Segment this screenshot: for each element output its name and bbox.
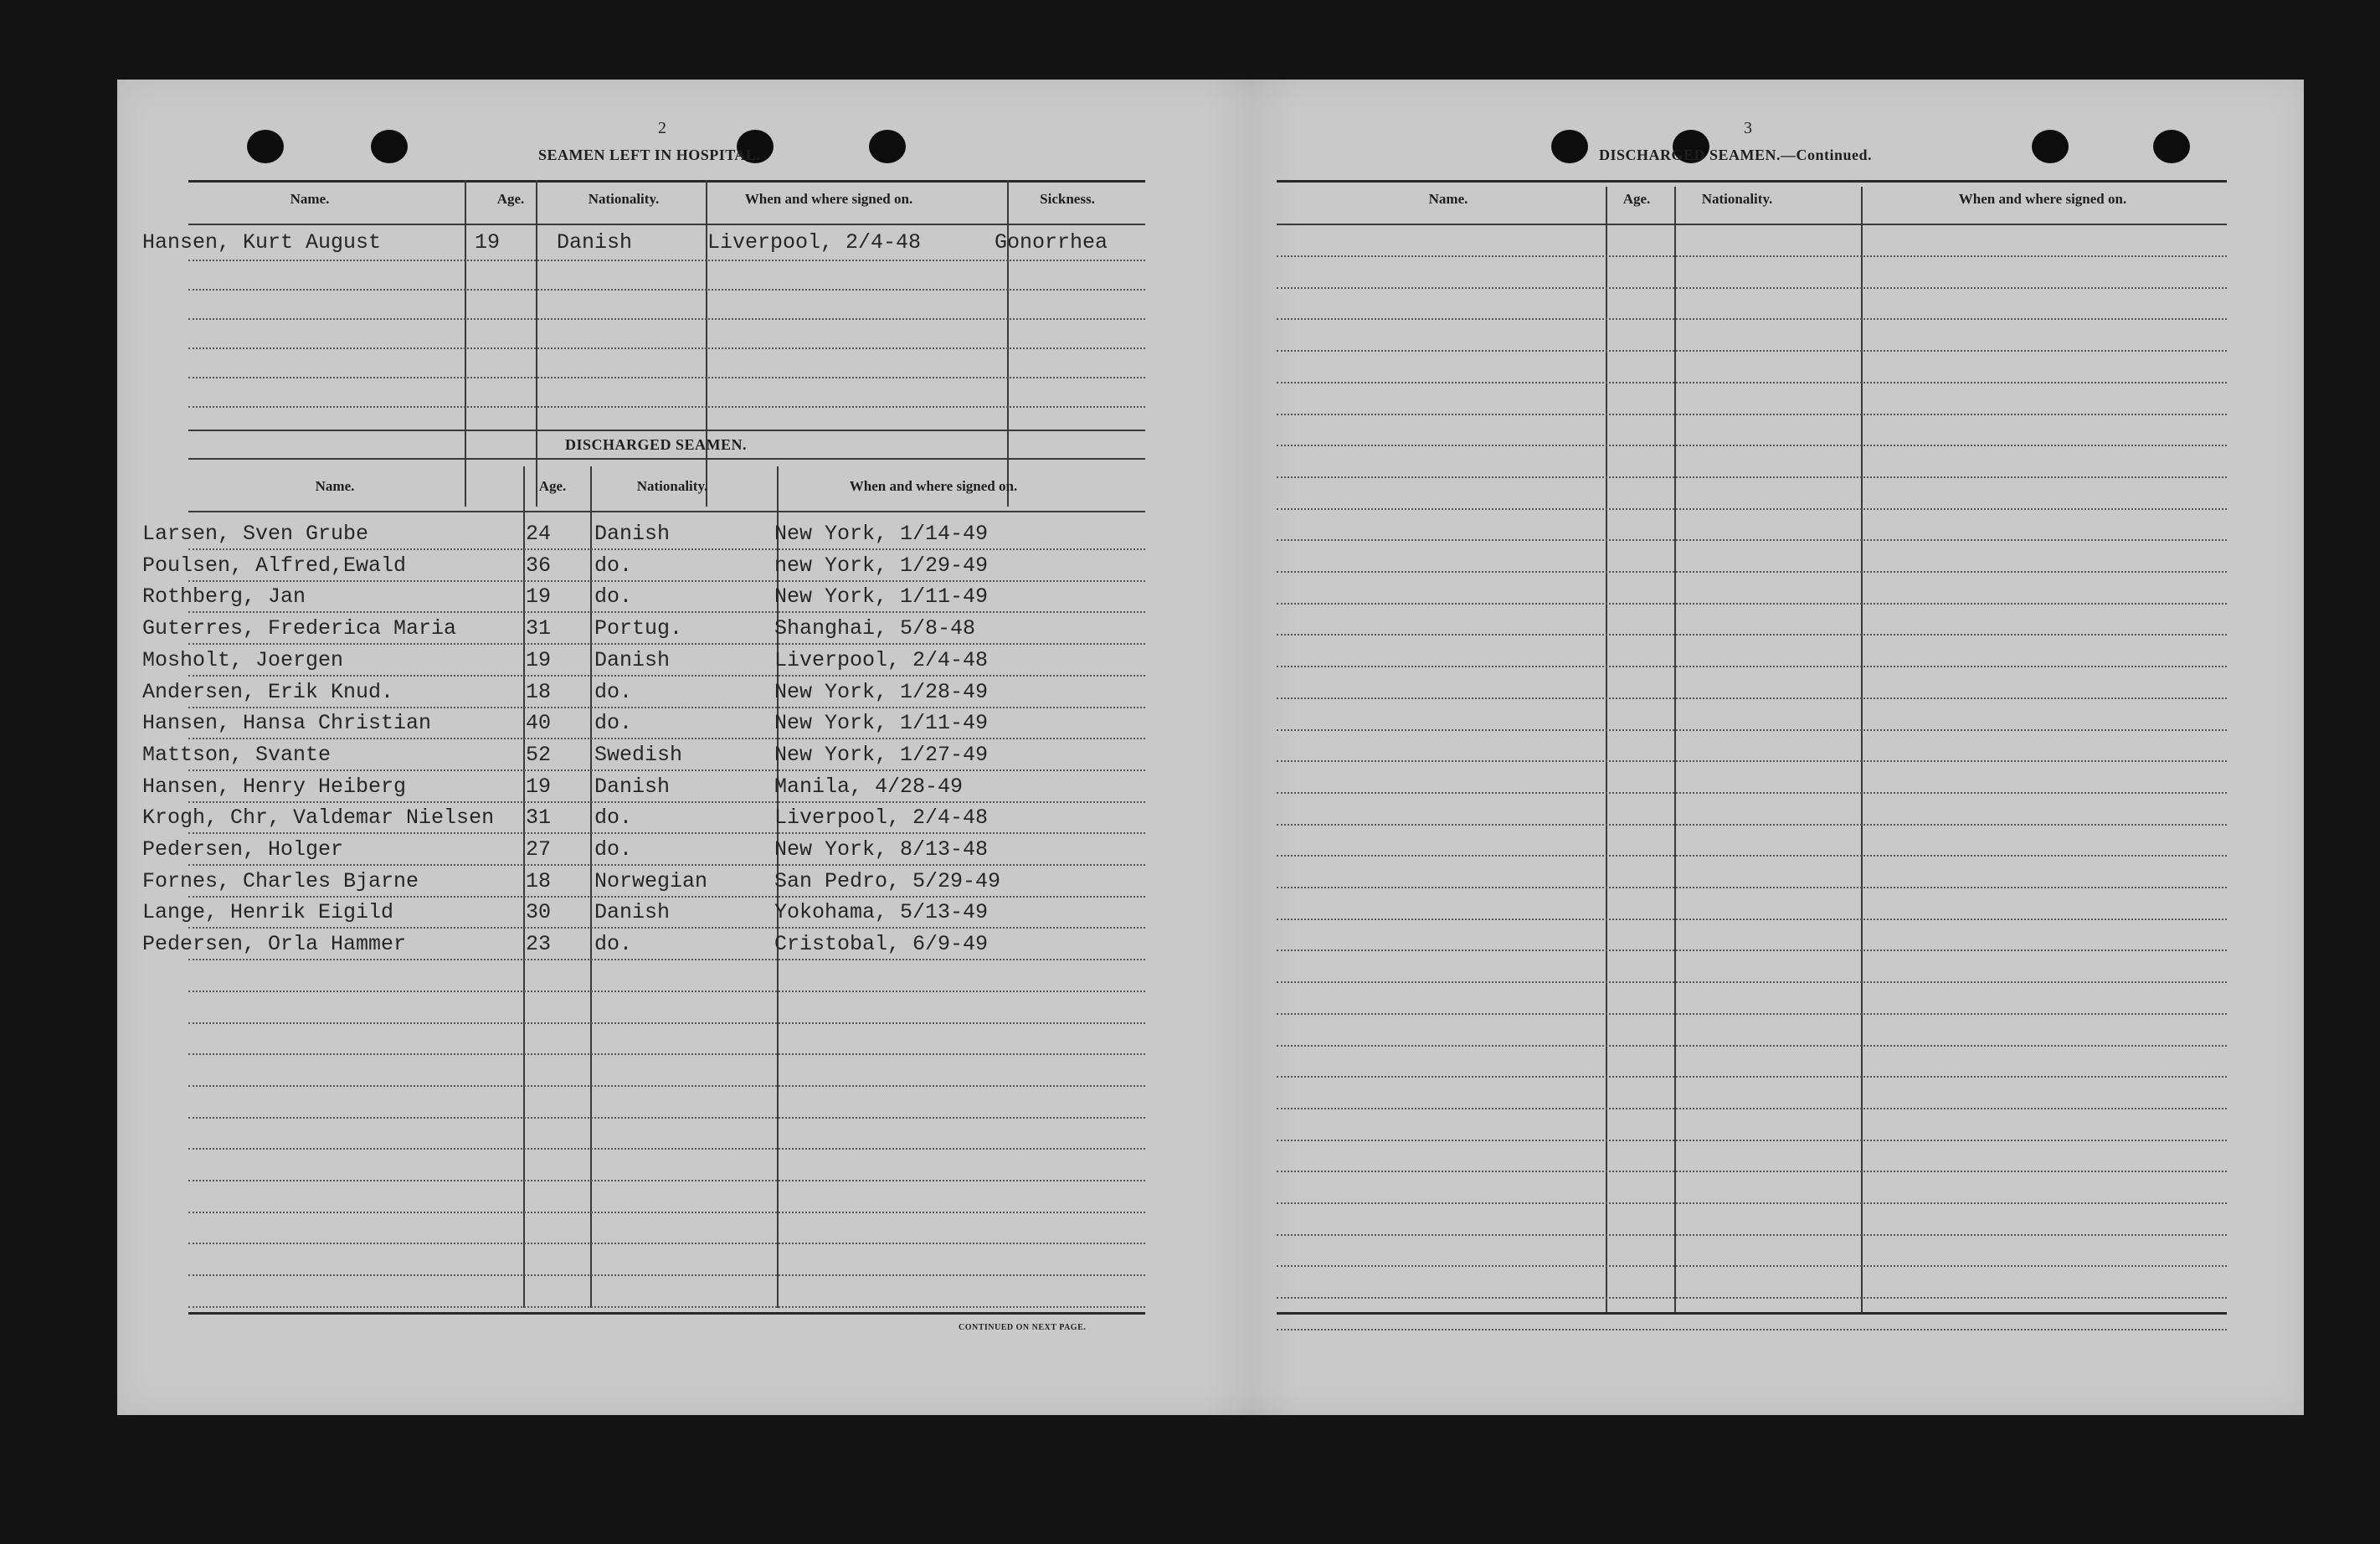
ruled-line <box>1277 981 2227 983</box>
discharged-cell-nationality: Danish <box>594 522 671 546</box>
ruled-line <box>1277 729 2227 731</box>
rule <box>1277 1312 2227 1315</box>
ruled-line <box>1277 287 2227 289</box>
ruled-line <box>1277 1234 2227 1236</box>
discharged-cell-nationality: Danish <box>594 775 671 799</box>
ruled-line <box>188 1053 1145 1055</box>
ruled-line <box>188 991 1145 992</box>
discharged-cell-nationality: do. <box>594 805 633 830</box>
ruled-line <box>188 377 1145 378</box>
discharged-cell-name: Fornes, Charles Bjarne <box>142 869 419 893</box>
ruled-line <box>1277 603 2227 605</box>
ruled-line <box>1277 1202 2227 1204</box>
hospital-col-sickness: Sickness. <box>1040 191 1095 207</box>
discharged-cell-signed-on: New York, 1/14-49 <box>774 522 989 546</box>
discharged-cell-name: Guterres, Frederica Maria <box>142 616 457 641</box>
discharged-col-nationality: Nationality. <box>636 478 708 494</box>
discharged-col-signed: When and where signed on. <box>849 478 1018 494</box>
ruled-line <box>1277 508 2227 510</box>
ruled-line <box>1277 318 2227 320</box>
ruled-line <box>188 1212 1145 1213</box>
ruled-line <box>1277 887 2227 888</box>
ruled-line <box>1277 445 2227 446</box>
ruled-line <box>188 643 1145 645</box>
punch-hole <box>247 130 284 163</box>
ruled-line <box>1277 1013 2227 1015</box>
ruled-line <box>1277 350 2227 352</box>
hospital-col-age: Age. <box>496 191 525 207</box>
ruled-line <box>188 289 1145 291</box>
right-heading: DISCHARGED SEAMEN.—Continued. <box>1599 147 1873 163</box>
discharged-cell-nationality: Swedish <box>594 743 683 767</box>
ruled-line <box>1277 824 2227 826</box>
punch-hole <box>869 130 906 163</box>
ruled-line <box>1277 666 2227 667</box>
discharged-cell-signed-on: New York, 1/11-49 <box>774 584 989 609</box>
discharged-cell-nationality: Norwegian <box>594 869 708 893</box>
discharged-cell-nationality: do. <box>594 553 633 578</box>
ruled-line <box>188 1180 1145 1181</box>
ruled-line <box>188 611 1145 613</box>
discharged-cell-age: 23 <box>526 932 552 956</box>
ruled-line <box>1277 950 2227 951</box>
page-fold <box>1205 80 1298 1415</box>
discharged-cell-name: Rothberg, Jan <box>142 584 306 609</box>
discharged-cell-age: 24 <box>526 522 552 546</box>
discharged-cell-name: Poulsen, Alfred,Ewald <box>142 553 407 578</box>
discharged-cell-nationality: do. <box>594 837 633 862</box>
right-col-signed: When and where signed on. <box>1958 191 2127 207</box>
ruled-line <box>188 580 1145 582</box>
rule <box>188 430 1145 431</box>
discharged-cell-name: Hansen, Hansa Christian <box>142 711 432 735</box>
ruled-line <box>1277 697 2227 699</box>
discharged-cell-signed-on: New York, 1/27-49 <box>774 743 989 767</box>
discharged-cell-nationality: do. <box>594 932 633 956</box>
discharged-cell-nationality: Portug. <box>594 616 683 641</box>
ruled-line <box>188 1148 1145 1150</box>
right-col-name: Name. <box>1428 191 1468 207</box>
ruled-line <box>188 896 1145 898</box>
discharged-cell-name: Krogh, Chr, Valdemar Nielsen <box>142 805 495 830</box>
rule <box>188 180 1145 183</box>
ruled-line <box>188 548 1145 550</box>
rule <box>1277 224 2227 225</box>
col-divider <box>1861 187 1863 1313</box>
discharged-cell-age: 18 <box>526 680 552 704</box>
discharged-cell-nationality: do. <box>594 680 633 704</box>
discharged-cell-signed-on: San Pedro, 5/29-49 <box>774 869 1001 893</box>
ruled-line <box>188 675 1145 677</box>
ruled-line <box>188 959 1145 960</box>
discharged-cell-signed-on: New York, 1/28-49 <box>774 680 989 704</box>
discharged-cell-name: Larsen, Sven Grube <box>142 522 369 546</box>
discharged-cell-signed-on: Shanghai, 5/8-48 <box>774 616 976 641</box>
discharged-cell-signed-on: Liverpool, 2/4-48 <box>774 648 989 672</box>
document-sheet <box>117 80 2304 1415</box>
left-page-number: 2 <box>658 119 666 137</box>
ruled-line <box>188 1022 1145 1024</box>
col-divider <box>590 466 592 1308</box>
discharged-cell-name: Mattson, Svante <box>142 743 332 767</box>
rule <box>188 224 1145 225</box>
discharged-cell-name: Mosholt, Joergen <box>142 648 344 672</box>
discharged-cell-name: Hansen, Henry Heiberg <box>142 775 407 799</box>
ruled-line <box>1277 382 2227 383</box>
discharged-col-age: Age. <box>538 478 567 494</box>
ruled-line <box>188 1085 1145 1087</box>
ruled-line <box>1277 414 2227 415</box>
discharged-cell-age: 31 <box>526 805 552 830</box>
right-col-nationality: Nationality. <box>1701 191 1773 207</box>
discharged-cell-age: 36 <box>526 553 552 578</box>
col-divider <box>1674 187 1676 1313</box>
ruled-line <box>188 707 1145 708</box>
right-page-number: 3 <box>1744 119 1752 137</box>
ruled-line <box>188 738 1145 739</box>
discharged-heading: DISCHARGED SEAMEN. <box>565 436 748 453</box>
discharged-cell-age: 30 <box>526 900 552 924</box>
ruled-line <box>188 318 1145 320</box>
punch-hole <box>2153 130 2190 163</box>
ruled-line <box>1277 1045 2227 1047</box>
ruled-line <box>188 260 1145 261</box>
discharged-cell-name: Pedersen, Orla Hammer <box>142 932 407 956</box>
discharged-cell-signed-on: New York, 1/11-49 <box>774 711 989 735</box>
ruled-line <box>188 927 1145 929</box>
punch-hole <box>2032 130 2069 163</box>
ruled-line <box>1277 1265 2227 1267</box>
discharged-cell-signed-on: new York, 1/29-49 <box>774 553 989 578</box>
col-divider <box>1606 187 1607 1313</box>
discharged-cell-name: Lange, Henrik Eigild <box>142 900 394 924</box>
discharged-cell-signed-on: New York, 8/13-48 <box>774 837 989 862</box>
discharged-cell-age: 18 <box>526 869 552 893</box>
rule <box>188 1312 1145 1315</box>
ruled-line <box>188 1243 1145 1244</box>
ruled-line <box>1277 919 2227 920</box>
discharged-cell-name: Pedersen, Holger <box>142 837 344 862</box>
hospital-col-signed: When and where signed on. <box>744 191 913 207</box>
col-divider <box>523 466 525 1308</box>
hospital-cell-signed-on: Liverpool, 2/4-48 <box>707 230 922 255</box>
discharged-cell-age: 19 <box>526 584 552 609</box>
ruled-line <box>1277 1171 2227 1172</box>
ruled-line <box>1277 760 2227 762</box>
hospital-heading: SEAMEN LEFT IN HOSPITAL. <box>538 147 761 163</box>
discharged-cell-age: 19 <box>526 648 552 672</box>
ruled-line <box>1277 476 2227 478</box>
hospital-cell-nationality: Danish <box>557 230 633 255</box>
ruled-line <box>188 769 1145 771</box>
ruled-line <box>188 347 1145 349</box>
punch-hole <box>371 130 408 163</box>
ruled-line <box>1277 539 2227 541</box>
ruled-line <box>1277 855 2227 857</box>
hospital-col-nationality: Nationality. <box>588 191 660 207</box>
ruled-line <box>188 1117 1145 1119</box>
discharged-cell-nationality: do. <box>594 711 633 735</box>
ruled-line <box>188 801 1145 803</box>
ruled-line <box>1277 571 2227 573</box>
ruled-line <box>1277 1329 2227 1330</box>
rule <box>188 458 1145 460</box>
rule <box>188 511 1145 512</box>
discharged-cell-nationality: Danish <box>594 648 671 672</box>
punch-hole <box>1551 130 1588 163</box>
rule <box>1277 180 2227 183</box>
discharged-cell-nationality: do. <box>594 584 633 609</box>
ruled-line <box>188 832 1145 834</box>
hospital-cell-name: Hansen, Kurt August <box>142 230 382 255</box>
ruled-line <box>1277 1108 2227 1109</box>
ruled-line <box>1277 1297 2227 1299</box>
discharged-cell-age: 27 <box>526 837 552 862</box>
right-col-age: Age. <box>1622 191 1651 207</box>
discharged-cell-age: 52 <box>526 743 552 767</box>
ruled-line <box>188 864 1145 866</box>
ruled-line <box>188 1274 1145 1276</box>
discharged-cell-signed-on: Yokohama, 5/13-49 <box>774 900 989 924</box>
continued-footer: CONTINUED ON NEXT PAGE. <box>959 1323 1087 1332</box>
discharged-cell-signed-on: Cristobal, 6/9-49 <box>774 932 989 956</box>
ruled-line <box>1277 255 2227 257</box>
discharged-cell-age: 40 <box>526 711 552 735</box>
hospital-col-name: Name. <box>290 191 330 207</box>
ruled-line <box>188 406 1145 408</box>
discharged-cell-name: Andersen, Erik Knud. <box>142 680 394 704</box>
ruled-line <box>1277 1140 2227 1141</box>
discharged-cell-age: 31 <box>526 616 552 641</box>
hospital-cell-sickness: Gonorrhea <box>995 230 1108 255</box>
discharged-cell-nationality: Danish <box>594 900 671 924</box>
ruled-line <box>1277 634 2227 636</box>
discharged-col-name: Name. <box>315 478 355 494</box>
ruled-line <box>1277 1076 2227 1078</box>
discharged-cell-age: 19 <box>526 775 552 799</box>
hospital-cell-age: 19 <box>475 230 501 255</box>
discharged-cell-signed-on: Liverpool, 2/4-48 <box>774 805 989 830</box>
discharged-cell-signed-on: Manila, 4/28-49 <box>774 775 964 799</box>
ruled-line <box>188 1306 1145 1308</box>
ruled-line <box>1277 792 2227 794</box>
